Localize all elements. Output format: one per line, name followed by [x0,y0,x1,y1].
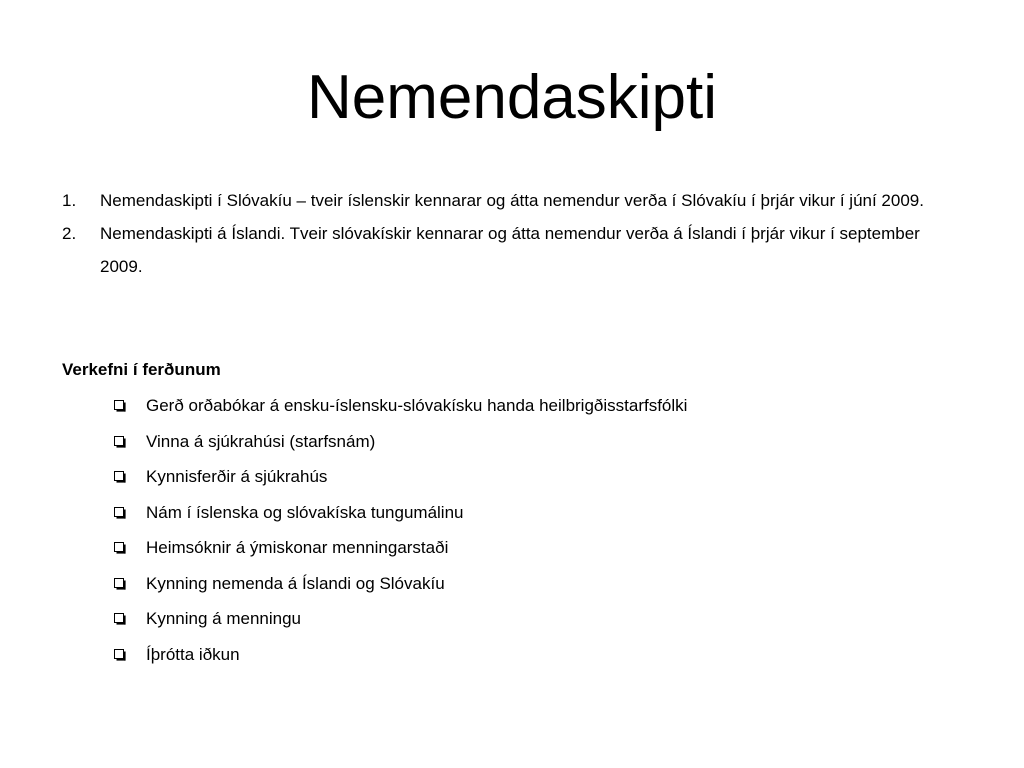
numbered-item [62,184,962,217]
checkbox-icon [114,471,126,483]
bullet-item [114,392,914,428]
bullet-item [114,428,914,464]
bullet-text: Kynning nemenda á Íslandi og Slóvakíu [146,573,445,593]
bullet-text: Vinna á sjúkrahúsi (starfsnám) [146,431,376,451]
item-text: Nemendaskipti í Slóvakíu – tveir íslenskir kennarar og átta nemendur verða í Slóvakíu í þrjár vikur í júní 2009. [100,191,924,210]
checkbox-icon [114,613,126,625]
bullet-item [114,463,914,499]
bullet-item [114,641,914,677]
bullet-item [114,499,914,535]
numbered-list [62,184,962,283]
bullet-text: Nám í íslenska og slóvakíska tungumálinu [146,502,464,522]
item-number: 1. [62,191,77,210]
bullet-list [114,392,914,676]
bullet-text: Kynning á menningu [146,609,302,628]
item-text: Nemendaskipti á Íslandi. Tveir slóvakískir kennarar og átta nemendur verða á Íslandi í þrjár vikur í september 2009. [100,224,920,276]
bullet-item [114,534,914,570]
bullet-item [114,570,914,606]
bullet-text: Íþrótta iðkun [146,644,240,664]
slide-title: Nemendaskipti [306,63,718,132]
bullet-item [114,605,914,641]
bullet-text: Heimsóknir á ýmiskonar menningarstaði [146,538,449,557]
checkbox-icon [114,400,126,412]
section-heading: Verkefni í ferðunum [62,360,221,379]
checkbox-icon [114,436,126,448]
item-number: 2. [62,224,77,243]
checkbox-icon [114,507,126,519]
checkbox-icon [114,578,126,590]
numbered-item [62,217,962,283]
checkbox-icon [114,542,126,554]
bullet-text: Kynnisferðir á sjúkrahús [146,467,328,486]
checkbox-icon [114,649,126,661]
bullet-text: Gerð orðabókar á ensku-íslensku-slóvakísku handa heilbrigðisstarfsfólki [146,396,688,415]
